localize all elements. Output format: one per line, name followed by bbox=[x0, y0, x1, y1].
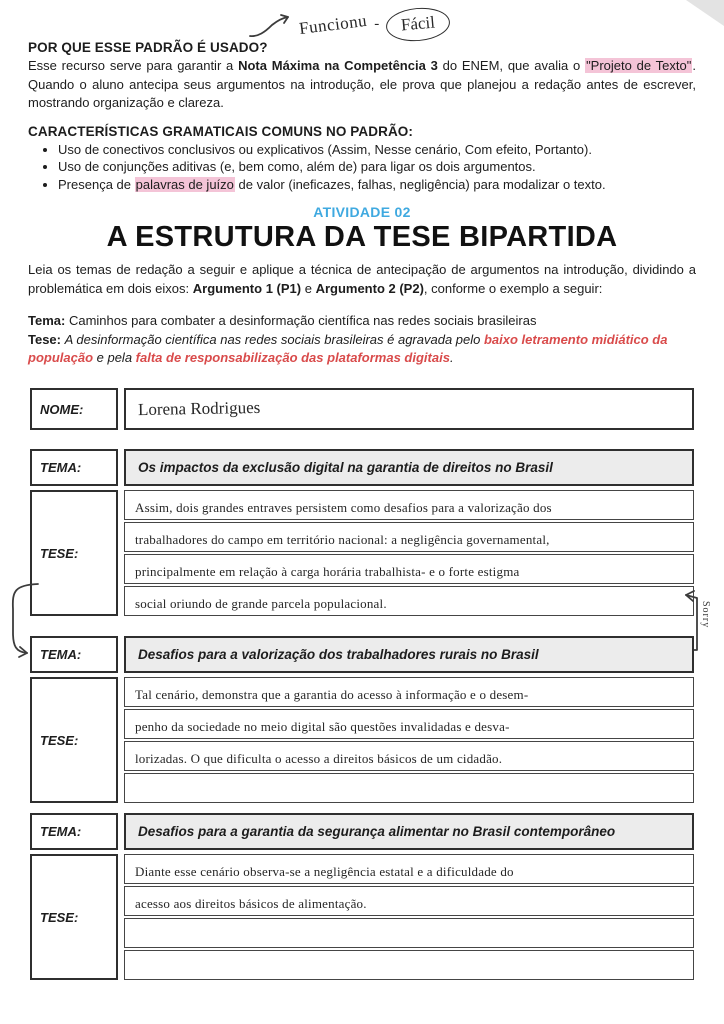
handwritten-dash: - bbox=[374, 16, 380, 32]
why-text-e: . Quando o aluno antecipa seus argumentos na introdução, ele prova que planejou a redação antes de escrever, mostrando organização e clareza. bbox=[28, 58, 696, 110]
block3-tema-value: Desafios para a garantia da segurança alimentar no Brasil contemporâneo bbox=[124, 813, 694, 850]
student-name-handwriting: Lorena Rodrigues bbox=[137, 397, 261, 420]
bullet3-highlight: palavras de juízo bbox=[135, 176, 234, 192]
block2-tese-label: TESE: bbox=[30, 677, 118, 803]
grammar-bullet-2: • Uso de conjunções aditivas (e, bem como, além de) para ligar os dois argumentos. bbox=[58, 158, 696, 176]
handwritten-line bbox=[124, 773, 694, 803]
handwritten-line: trabalhadores do campo em território nacional: a negligência governamental, bbox=[124, 522, 694, 552]
handwritten-top-note bbox=[248, 8, 450, 41]
block1-tema-row bbox=[30, 449, 694, 486]
handwritten-line: Tal cenário, demonstra que a garantia do acesso à informação e o desem- bbox=[124, 677, 694, 707]
block3-tese-label: TESE: bbox=[30, 854, 118, 980]
handwritten-line: principalmente em relação à carga horária trabalhista- e o forte estigma bbox=[124, 554, 694, 584]
block3-tema-row bbox=[30, 813, 694, 850]
tema-tese-block-2 bbox=[30, 636, 694, 803]
block3-tese-lines bbox=[124, 854, 694, 980]
block1-tema-label: TEMA: bbox=[30, 449, 118, 486]
block1-tema-value: Os impactos da exclusão digital na garantia de direitos no Brasil bbox=[124, 449, 694, 486]
handwritten-facil-circled: Fácil bbox=[385, 5, 452, 43]
block2-tema-label: TEMA: bbox=[30, 636, 118, 673]
block3-tema-label: TEMA: bbox=[30, 813, 118, 850]
block2-tema-row bbox=[30, 636, 694, 673]
handwritten-line: lorizadas. O que dificulta o acesso a direitos básicos de um cidadão. bbox=[124, 741, 694, 771]
block3-tese-row bbox=[30, 854, 694, 980]
example-tese-period: . bbox=[449, 350, 454, 365]
name-value-cell bbox=[124, 388, 694, 430]
example-tese-c: e pela bbox=[93, 350, 136, 365]
why-text-a: Esse recurso serve para garantir a bbox=[28, 58, 239, 73]
block2-tese-lines bbox=[124, 677, 694, 803]
tema-tese-block-1 bbox=[30, 449, 694, 616]
scan-corner-artifact bbox=[686, 0, 724, 26]
instr-e: , conforme o exemplo a seguir: bbox=[423, 280, 603, 296]
name-label-cell: NOME: bbox=[30, 388, 118, 430]
example-tese-line bbox=[28, 331, 696, 368]
block1-tese-label: TESE: bbox=[30, 490, 118, 616]
instr-a: Leia os temas de redação a seguir e aplique a técnica de antecipação de argumentos na introdução, dividindo a problemática em dois eixos: bbox=[28, 262, 696, 296]
block1-tese-lines bbox=[124, 490, 694, 616]
activity-kicker: ATIVIDADE 02 bbox=[313, 204, 411, 220]
grammar-bullet-list bbox=[58, 141, 696, 194]
instr-arg1: Argumento 1 (P1) bbox=[192, 280, 302, 296]
handwritten-line: acesso aos direitos básicos de alimentação. bbox=[124, 886, 694, 916]
handwritten-line: penho da sociedade no meio digital são questões invalidadas e desva- bbox=[124, 709, 694, 739]
example-tese-a: A desinformação científica nas redes sociais brasileiras é agravada pelo bbox=[64, 331, 484, 347]
bullet3-pre: Presença de bbox=[58, 176, 135, 192]
why-text-bold: Nota Máxima na Competência 3 bbox=[238, 58, 438, 73]
why-heading: POR QUE ESSE PADRÃO É USADO? bbox=[28, 40, 268, 55]
printed-content bbox=[0, 0, 724, 368]
example-tema-line bbox=[28, 312, 696, 331]
block1-tese-row bbox=[30, 490, 694, 616]
page-title: A ESTRUTURA DA TESE BIPARTIDA bbox=[106, 221, 618, 253]
name-row bbox=[30, 388, 694, 430]
block2-tema-value: Desafios para a valorização dos trabalhadores rurais no Brasil bbox=[124, 636, 694, 673]
why-text-c: do ENEM, que avalia o bbox=[437, 58, 586, 73]
handwritten-sorry-note: Sorry bbox=[700, 601, 711, 629]
tema-tese-block-3 bbox=[30, 813, 694, 980]
bullet3-post: de valor (ineficazes, falhas, negligência) para modalizar o texto. bbox=[234, 176, 606, 192]
instructions-paragraph bbox=[28, 261, 696, 298]
why-text-highlight: "Projeto de Texto" bbox=[586, 58, 692, 73]
handwritten-funcionu: Funcionu bbox=[298, 10, 369, 38]
example-tema-text: Caminhos para combater a desinformação científica nas redes sociais brasileiras bbox=[68, 313, 537, 328]
handwritten-line: social oriundo de grande parcela populacional. bbox=[124, 586, 694, 616]
example-tema-label: Tema: bbox=[28, 313, 66, 328]
grammar-bullet-1: • Uso de conectivos conclusivos ou explicativos (Assim, Nesse cenário, Com efeito, Portanto). bbox=[58, 141, 696, 159]
example-tese-label: Tese: bbox=[28, 331, 61, 347]
grammar-heading: CARACTERÍSTICAS GRAMATICAIS COMUNS NO PADRÃO: bbox=[28, 123, 413, 139]
handwritten-line bbox=[124, 950, 694, 980]
example-block bbox=[28, 312, 696, 368]
handwritten-line: Diante esse cenário observa-se a negligência estatal e a dificuldade do bbox=[124, 854, 694, 884]
example-tese-red2: falta de responsabilização das plataformas digitais bbox=[135, 350, 450, 365]
instr-c: e bbox=[301, 280, 316, 296]
handwritten-line bbox=[124, 918, 694, 948]
example-tese-red1: baixo letramento midiático da população bbox=[28, 331, 668, 365]
grammar-bullet-3 bbox=[58, 176, 696, 194]
block2-tese-row bbox=[30, 677, 694, 803]
handwritten-line: Assim, dois grandes entraves persistem como desafios para a valorização dos bbox=[124, 490, 694, 520]
instr-arg2: Argumento 2 (P2) bbox=[315, 280, 424, 296]
curved-arrow-icon bbox=[248, 11, 292, 39]
why-paragraph bbox=[28, 57, 696, 113]
